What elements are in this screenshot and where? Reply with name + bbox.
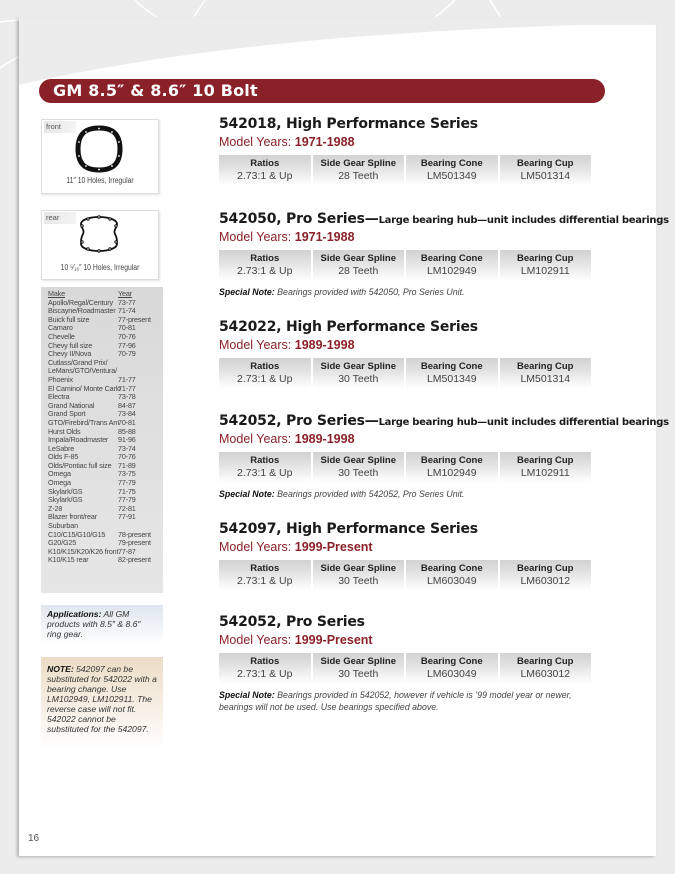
spec-header: Bearing Cup [517,253,574,264]
product-subtitle: Large bearing hub—unit includes differential bearings [378,417,669,428]
spec-cell [313,358,405,389]
vehicle-make: Z-28 [48,503,63,513]
vehicle-make: Chevy full size [48,340,93,350]
vehicle-make: Biscayne/Roadmaster [48,306,116,316]
spec-value: LM603012 [520,575,571,587]
applications-text: All GM products with 8.5″ & 8.6″ ring gear. [47,609,141,639]
vehicle-make: Electra [48,392,70,402]
spec-cell [313,560,405,591]
vehicle-years: 70-76 [118,452,136,462]
vehicle-years: 70-81 [118,323,136,333]
applications-label: Applications: [47,609,102,619]
note-box [41,657,163,750]
vehicle-make: G20/G25 [48,538,77,548]
spec-header: Bearing Cone [420,563,483,574]
spec-header: Bearing Cone [420,158,483,169]
product-title [219,116,599,132]
vehicle-make: Phoenix [48,374,73,384]
product-title [219,521,599,537]
note-label: NOTE: [47,664,74,674]
model-years [219,432,599,446]
gasket-caption: 10 ⁵⁄₁₆″ 10 Holes, Irregular [60,263,140,272]
product-subtitle: Large bearing hub—unit includes differential bearings [378,215,669,226]
vehicle-years: 71-77 [118,374,136,384]
spec-cell [406,560,498,591]
vehicle-years: 73-75 [118,469,136,479]
spec-value: LM501314 [520,170,571,182]
special-note [219,689,599,713]
make-header: Make [48,289,65,298]
vehicle-make: Omega [48,469,71,479]
spec-cell [406,653,498,684]
vehicle-years: 77-79 [118,495,136,505]
spec-table [219,452,591,483]
vehicle-make: Olds F-85 [48,452,79,462]
spec-header: Side Gear Spline [320,158,396,169]
spec-cell [219,250,311,281]
rear-gasket-icon [75,214,123,254]
spec-cell [500,155,592,186]
vehicle-make: Apollo/Regal/Century [48,297,113,307]
product-block [219,319,599,389]
section-title-banner: GM 8.5″ & 8.6″ 10 Bolt [39,79,605,103]
spec-cell [313,155,405,186]
vehicle-make: LeMans/GTO/Ventura/ [48,366,117,376]
vehicle-years: 79-present [118,538,151,548]
vehicle-years: 70-81 [118,417,136,427]
product-name: 542097, High Performance Series [219,521,478,537]
vehicle-make: Camaro [48,323,73,333]
vehicle-make: Grand National [48,400,95,410]
spec-header: Bearing Cup [517,455,574,466]
vehicle-years: 71-75 [118,486,136,496]
spec-cell [500,452,592,483]
spec-header: Ratios [250,361,280,372]
vehicle-make: Skylark/GS [48,495,83,505]
spec-cell [500,358,592,389]
product-block [219,614,599,713]
special-note-text: Bearings provided with 542050, Pro Series Unit. [274,287,465,297]
model-years-label: Model Years: [219,135,295,149]
vehicle-years: 77-present [118,314,151,324]
spec-cell [406,452,498,483]
special-note-text: Bearings provided with 542052, Pro Series Unit. [274,489,465,499]
special-note-text: Bearings provided in 542052, however if vehicle is ’99 model year or newer, bearings will not be used. Use bearings specified above. [219,690,572,712]
spec-table [219,250,591,281]
spec-header: Ratios [250,253,280,264]
spec-header: Bearing Cup [517,656,574,667]
vehicle-years: 73-77 [118,297,136,307]
vehicle-years: 77-96 [118,340,136,350]
spec-value: LM501349 [426,373,477,385]
vehicle-years: 77-87 [118,546,136,556]
vehicle-years: 82-present [118,555,151,565]
spec-table [219,358,591,389]
vehicle-years: 84-87 [118,400,136,410]
vehicle-make: LeSabre [48,443,75,453]
model-years-label: Model Years: [219,230,295,244]
gasket-caption: 11″ 10 Holes, Irregular [66,176,134,185]
spec-value: 2.73:1 & Up [237,170,293,182]
product-name: 542052, Pro Series [219,614,365,630]
spec-header: Ratios [250,563,280,574]
vehicle-make: Chevy II/Nova [48,349,92,359]
spec-cell [406,155,498,186]
spec-cell [500,250,592,281]
product-name: 542018, High Performance Series [219,116,478,132]
spec-value: LM603049 [426,668,477,680]
spec-value: 2.73:1 & Up [237,373,293,385]
special-note [219,488,599,500]
spec-cell [219,560,311,591]
model-years-value: 1999-Present [294,540,373,554]
spec-cell [219,358,311,389]
vehicle-make: Buick full size [48,314,90,324]
spec-value: 30 Teeth [338,467,379,479]
spec-table [219,560,591,591]
product-title [219,614,599,630]
spec-table [219,653,591,684]
gasket-tag: front [44,121,76,133]
spec-cell [406,358,498,389]
spec-header: Side Gear Spline [320,253,396,264]
vehicle-years: 78-present [118,529,151,539]
model-years-value: 1971-1988 [294,230,355,244]
spec-cell [313,452,405,483]
model-years-label: Model Years: [219,432,295,446]
year-header: Year [118,289,132,298]
vehicle-make: Blazer front/rear [48,512,97,522]
spec-value: LM603049 [426,575,477,587]
product-title [219,413,669,429]
model-years [219,338,599,352]
product-block [219,116,599,186]
special-note-label: Special Note: [219,690,275,700]
vehicle-years: 77-79 [118,478,136,488]
spec-value: LM102949 [426,467,477,479]
vehicle-years: 73-78 [118,392,136,402]
spec-value: 2.73:1 & Up [237,265,293,277]
spec-header: Side Gear Spline [320,361,396,372]
spec-value: LM102911 [520,467,570,479]
spec-header: Side Gear Spline [320,563,396,574]
spec-cell [219,155,311,186]
spec-cell [219,452,311,483]
vehicle-make: Hurst Olds [48,426,81,436]
spec-cell [219,653,311,684]
special-note-label: Special Note: [219,287,275,297]
spec-value: 28 Teeth [338,170,379,182]
spec-value: LM102911 [520,265,570,277]
product-block [219,413,669,500]
spec-header: Bearing Cone [420,656,483,667]
vehicle-row [48,496,163,505]
vehicle-years: 70-79 [118,349,136,359]
spec-cell [406,250,498,281]
spec-header: Bearing Cone [420,455,483,466]
product-title [219,211,669,227]
spec-header: Bearing Cup [517,563,574,574]
spec-cell [500,653,592,684]
model-years [219,230,599,244]
spec-cell [313,653,405,684]
spec-value: 30 Teeth [338,575,379,587]
note-text: 542097 can be substituted for 542022 with a bearing change. Use LM102949, LM102911. The reverse case will not fit. 542022 cannot be substituted for the 542097. [47,664,157,734]
spec-header: Bearing Cone [420,253,483,264]
spec-header: Bearing Cone [420,361,483,372]
spec-value: 2.73:1 & Up [237,575,293,587]
spec-header: Bearing Cup [517,361,574,372]
spec-value: LM501314 [520,373,571,385]
spec-table [219,155,591,186]
vehicle-application-table [41,287,163,593]
vehicle-years: 85-88 [118,426,136,436]
model-years-label: Model Years: [219,633,295,647]
spec-header: Side Gear Spline [320,455,396,466]
vehicle-make: C10/C15/G10/G15 [48,529,106,539]
vehicle-years: 73-74 [118,443,136,453]
spec-value: 2.73:1 & Up [237,668,293,680]
spec-value: 2.73:1 & Up [237,467,293,479]
gasket-tag: rear [44,212,76,224]
model-years-value: 1999-Present [294,633,373,647]
model-years-value: 1989-1998 [294,432,355,446]
vehicle-years: 77-91 [118,512,136,522]
vehicle-make: Skylark/GS [48,486,83,496]
vehicle-years: 71-77 [118,383,136,393]
vehicle-years: 73-84 [118,409,136,419]
vehicle-make: Cutlass/Grand Prix/ [48,357,108,367]
model-years-label: Model Years: [219,338,295,352]
model-years-value: 1971-1988 [294,135,355,149]
special-note [219,286,599,298]
front-gasket-figure [41,119,159,194]
model-years [219,135,599,149]
vehicle-make: K10/K15 rear [48,555,89,565]
vehicle-years: 72-81 [118,503,136,513]
product-title [219,319,599,335]
spec-header: Ratios [250,656,280,667]
model-years [219,540,599,554]
spec-header: Side Gear Spline [320,656,396,667]
applications-box [41,605,163,645]
spec-value: 28 Teeth [338,265,379,277]
rear-gasket-figure [41,210,159,280]
vehicle-make: Chevelle [48,331,75,341]
spec-header: Ratios [250,158,280,169]
vehicle-make: K10/K15/K20/K26 front [48,546,119,556]
vehicle-make: Impala/Roadmaster [48,435,109,445]
spec-header: Ratios [250,455,280,466]
vehicle-make: Olds/Pontiac full size [48,460,112,470]
vehicle-make: Omega [48,478,71,488]
model-years-label: Model Years: [219,540,295,554]
vehicle-row [48,556,163,565]
product-name: 542022, High Performance Series [219,319,478,335]
product-name: 542050, Pro Series— [219,211,379,227]
vehicle-years: 71-89 [118,460,136,470]
vehicle-years: 71-74 [118,306,136,316]
vehicle-make: Grand Sport [48,409,86,419]
product-name: 542052, Pro Series— [219,413,379,429]
page-number: 16 [28,833,40,844]
spec-value: LM501349 [426,170,477,182]
vehicle-make: GTO/Firebird/Trans Am [48,417,120,427]
spec-value: LM603012 [520,668,571,680]
product-block [219,521,599,591]
vehicle-make: Suburban [48,521,78,531]
vehicle-make: El Camino/ Monte Carlo [48,383,121,393]
spec-value: 30 Teeth [338,668,379,680]
spec-value: LM102949 [426,265,477,277]
vehicle-years: 70-76 [118,331,136,341]
model-years-value: 1989-1998 [294,338,355,352]
vehicle-years: 91-96 [118,435,136,445]
spec-cell [500,560,592,591]
spec-cell [313,250,405,281]
product-block [219,211,669,298]
spec-header: Bearing Cup [517,158,574,169]
front-gasket-icon [74,125,124,173]
special-note-label: Special Note: [219,489,275,499]
spec-value: 30 Teeth [338,373,379,385]
model-years [219,633,599,647]
